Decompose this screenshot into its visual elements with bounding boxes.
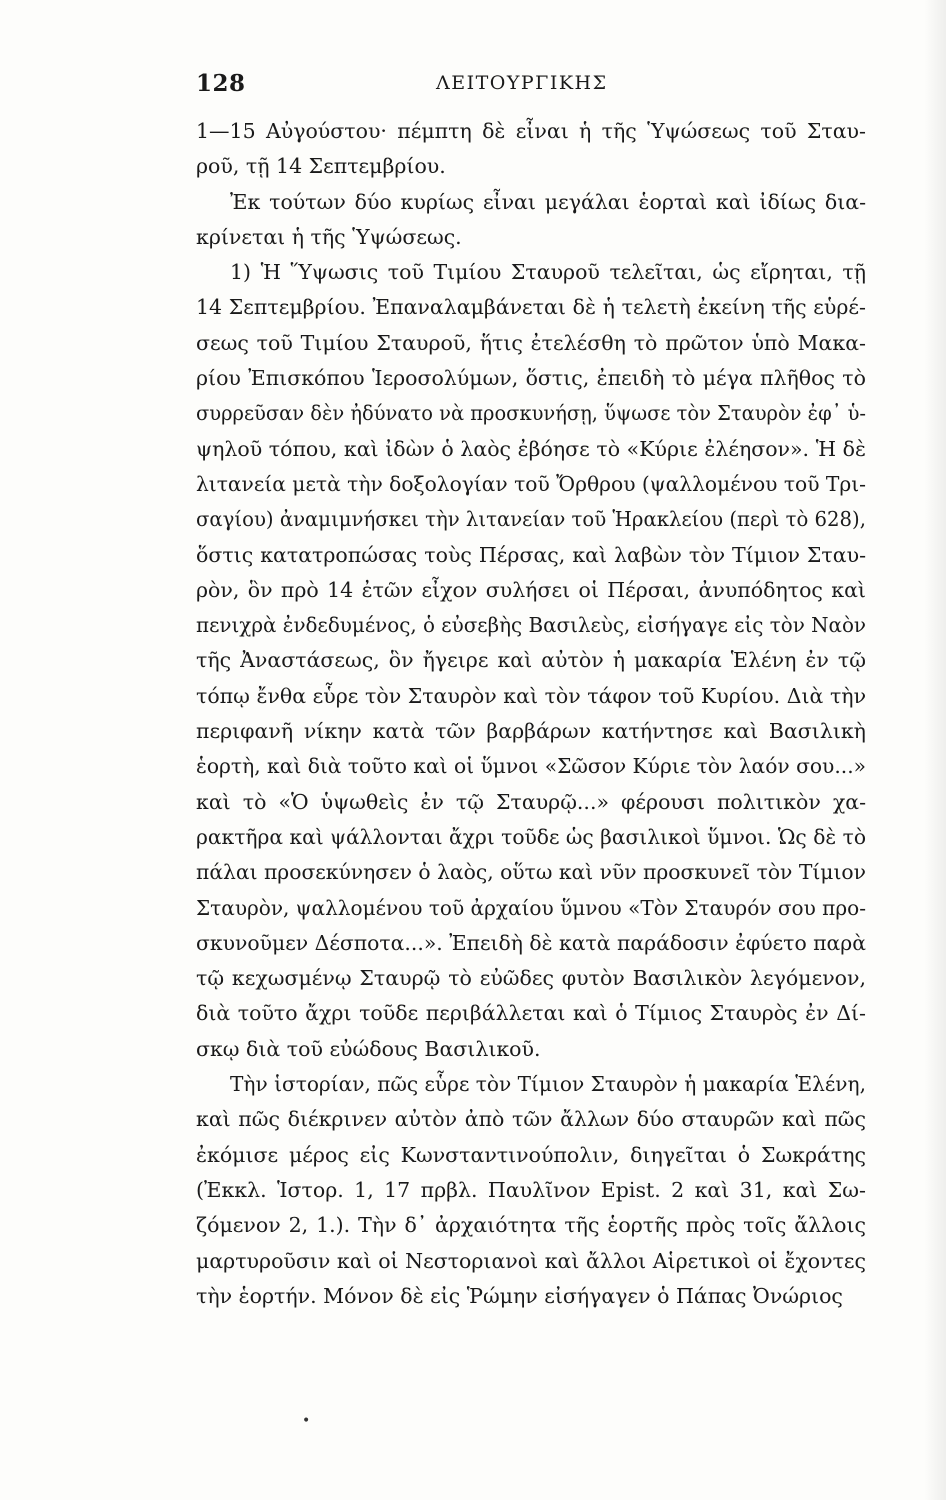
page-edge-shadow <box>924 0 946 1500</box>
body-text <box>196 114 866 1314</box>
text-line: διὰ τοῦτο ἄχρι τοῦδε περιβάλλεται καὶ ὁ Τίμιος Σταυρὸς ἐν Δί- <box>196 1001 866 1026</box>
bottom-ink-mark: • <box>302 1413 311 1429</box>
text-line: 1—15 Αὐγούστου· πέμπτη δὲ εἶναι ἡ τῆς Ὑψώσεως τοῦ Σταυ- <box>196 119 866 143</box>
text-line: Τὴν ἱστορίαν, πῶς εὗρε τὸν Τίμιον Σταυρὸν ἡ μακαρία Ἑλένη, <box>230 1072 866 1097</box>
text-line: πάλαι προσεκύνησεν ὁ λαὸς, οὕτω καὶ νῦν προσκυνεῖ τὸν Τίμιον <box>196 860 866 885</box>
text-line: 14 Σεπτεμβρίου. Ἐπαναλαμβάνεται δὲ ἡ τελετὴ ἐκείνη τῆς εὑρέ- <box>196 295 866 320</box>
text-line: ἐκόμισε μέρος εἰς Κωνσταντινούπολιν, διηγεῖται ὁ Σωκράτης <box>196 1142 866 1167</box>
page-header <box>196 66 866 106</box>
text-line: περιφανῆ νίκην κατὰ τῶν βαρβάρων κατήντησε καὶ Βασιλικὴ <box>196 719 866 744</box>
text-line: ψηλοῦ τόπου, καὶ ἰδὼν ὁ λαὸς ἐβόησε τὸ «Κύριε ἐλέησον». Ἡ δὲ <box>196 436 867 461</box>
text-line: κρίνεται ἡ τῆς Ὑψώσεως. <box>196 224 462 249</box>
text-line: πενιχρὰ ἐνδεδυμένος, ὁ εὐσεβὴς Βασιλεὺς, εἰσήγαγε εἰς τὸν Ναὸν <box>196 613 867 638</box>
text-line: τῷ κεχωσμένῳ Σταυρῷ τὸ εὐῶδες φυτὸν Βασιλικὸν λεγόμενον, <box>196 966 866 991</box>
text-line: τὴν ἑορτήν. Μόνον δὲ εἰς Ῥώμην εἰσήγαγεν ὁ Πάπας Ὀνώριος <box>196 1283 843 1308</box>
text-line: ρακτῆρα καὶ ψάλλονται ἄχρι τοῦδε ὡς βασιλικοὶ ὕμνοι. Ὡς δὲ τὸ <box>196 824 867 849</box>
text-line: συρρεῦσαν δὲν ἠδύνατο νὰ προσκυνήσῃ, ὕψωσε τὸν Σταυρὸν ἐφ᾽ ὑ- <box>196 401 867 426</box>
text-line: ἑορτὴ, καὶ διὰ τοῦτο καὶ οἱ ὕμνοι «Σῶσον Κύριε τὸν λαόν σου...» <box>196 754 866 779</box>
text-line: τῆς Ἀναστάσεως, ὃν ἤγειρε καὶ αὐτὸν ἡ μακαρία Ἑλένη ἐν τῷ <box>196 648 866 673</box>
text-line: Σταυρὸν, ψαλλομένου τοῦ ἀρχαίου ὕμνου «Τὸν Σταυρόν σου προ- <box>196 895 866 920</box>
text-line: τόπῳ ἔνθα εὗρε τὸν Σταυρὸν καὶ τὸν τάφον τοῦ Κυρίου. Διὰ τὴν <box>196 683 867 708</box>
text-line: 1) Ἡ Ὕψωσις τοῦ Τιμίου Σταυροῦ τελεῖται, ὡς εἴρηται, τῇ <box>230 260 867 285</box>
text-line: σεως τοῦ Τιμίου Σταυροῦ, ἥτις ἐτελέσθη τὸ πρῶτον ὑπὸ Μακα- <box>196 330 866 355</box>
text-line: ροῦ, τῇ 14 Σεπτεμβρίου. <box>196 154 446 179</box>
text-line: σκῳ διὰ τοῦ εὐώδους Βασιλικοῦ. <box>196 1036 541 1061</box>
text-line: λιτανεία μετὰ τὴν δοξολογίαν τοῦ Ὄρθρου (ψαλλομένου τοῦ Τρι- <box>196 471 867 496</box>
text-line: ὅστις κατατροπώσας τοὺς Πέρσας, καὶ λαβὼν τὸν Τίμιον Σταυ- <box>196 542 866 567</box>
text-line: ρὸν, ὃν πρὸ 14 ἐτῶν εἶχον συλήσει οἱ Πέρσαι, ἀνυπόδητος καὶ <box>196 577 866 602</box>
text-line: ρίου Ἐπισκόπου Ἱεροσολύμων, ὅστις, ἐπειδὴ τὸ μέγα πλῆθος τὸ <box>196 366 866 391</box>
text-line: σαγίου) ἀναμιμνήσκει τὴν λιτανείαν τοῦ Ἡρακλείου (περὶ τὸ 628), <box>196 507 866 532</box>
text-line: ζόμενον 2, 1.). Τὴν δ᾽ ἀρχαιότητα τῆς ἑορτῆς πρὸς τοῖς ἄλλοις <box>196 1213 866 1238</box>
text-line: καὶ πῶς διέκρινεν αὐτὸν ἀπὸ τῶν ἄλλων δύο σταυρῶν καὶ πῶς <box>196 1107 866 1132</box>
text-line: (Ἐκκλ. Ἱστορ. 1, 17 πρβλ. Παυλῖνον Epist. 2 καὶ 31, καὶ Σω- <box>196 1177 866 1202</box>
text-line: Ἐκ τούτων δύο κυρίως εἶναι μεγάλαι ἑορταὶ καὶ ἰδίως δια- <box>230 189 867 214</box>
page-number: 128 <box>196 70 246 97</box>
text-line: σκυνοῦμεν Δέσποτα...». Ἐπειδὴ δὲ κατὰ παράδοσιν ἐφύετο παρὰ <box>196 930 867 955</box>
text-line: καὶ τὸ «Ὁ ὑψωθεὶς ἐν τῷ Σταυρῷ...» φέρουσι πολιτικὸν χα- <box>196 789 867 814</box>
running-title: ΛΕΙΤΟΥΡΓΙΚΗΣ <box>436 72 608 94</box>
text-line: μαρτυροῦσιν καὶ οἱ Νεστοριανοὶ καὶ ἄλλοι Αἱρετικοὶ οἱ ἔχοντες <box>196 1248 867 1273</box>
